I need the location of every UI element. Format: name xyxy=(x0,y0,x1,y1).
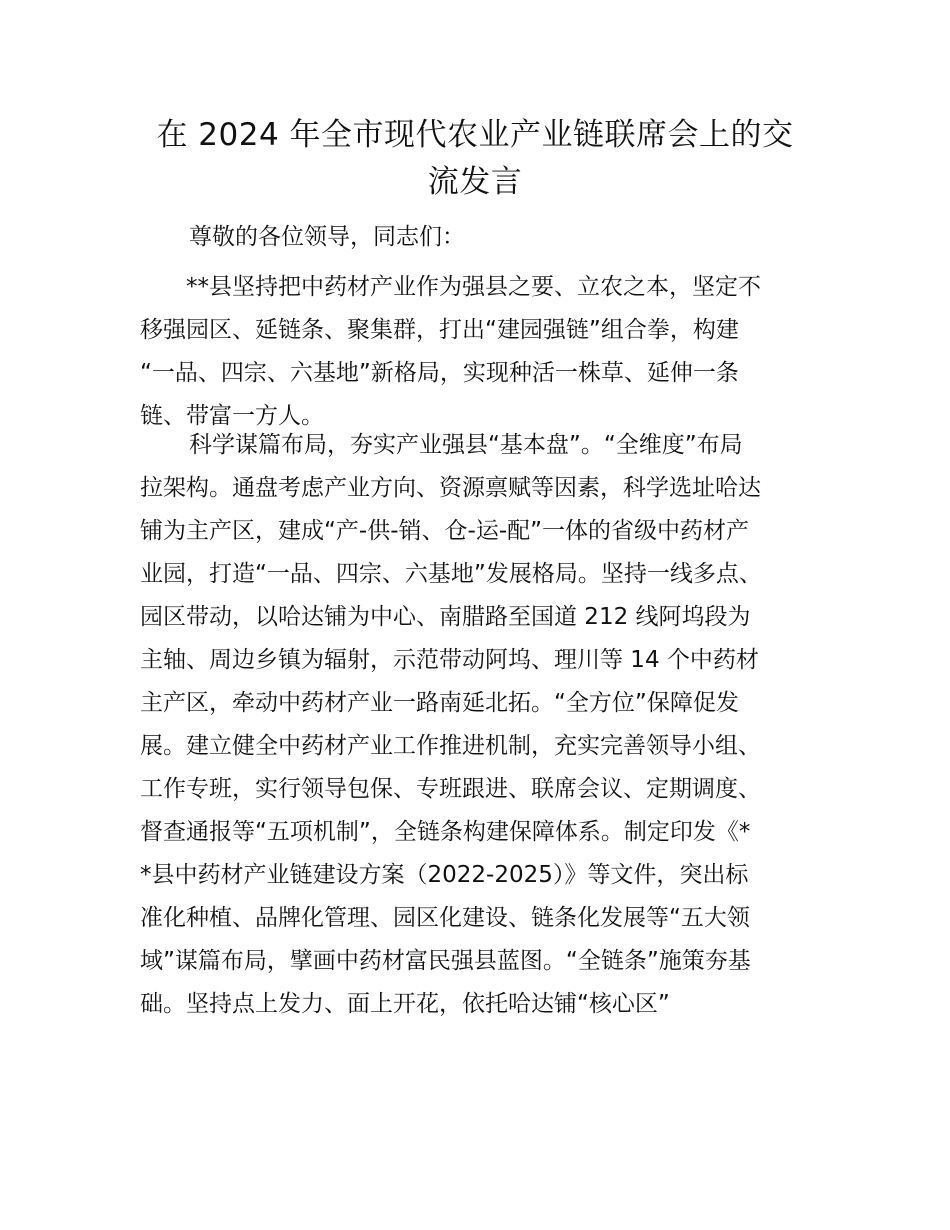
title-line-1: 在 2024 年全市现代农业产业链联席会上的交 xyxy=(156,117,794,153)
paragraph-2-line-8: 展。建立健全中药材产业工作推进机制，充实完善领导小组、 xyxy=(140,733,761,759)
paragraph-1-line-1: **县坚持把中药材产业作为强县之要、立农之本，坚定不 xyxy=(186,274,761,300)
paragraph-2-line-12: 准化种植、品牌化管理、园区化建设、链条化发展等“五大领 xyxy=(140,905,750,931)
paragraph-2 xyxy=(140,424,820,1026)
paragraph-2-line-9: 工作专班，实行领导包保、专班跟进、联席会议、定期调度、 xyxy=(140,776,761,802)
paragraph-1 xyxy=(140,266,820,438)
salutation: 尊敬的各位领导，同志们： xyxy=(189,224,465,250)
paragraph-2-line-14: 础。坚持点上发力、面上开花，依托哈达铺“核心区” xyxy=(140,991,670,1017)
paragraph-2-line-1: 科学谋篇布局，夯实产业强县“基本盘”。“全维度”布局 xyxy=(189,432,743,458)
paragraph-1-line-4: 链、带富一方人。 xyxy=(140,403,324,429)
paragraph-2-line-13: 域”谋篇布局，擘画中药材富民强县蓝图。“全链条”施策夯基 xyxy=(140,948,751,974)
paragraph-2-line-2: 拉架构。通盘考虑产业方向、资源禀赋等因素，科学选址哈达 xyxy=(140,475,761,501)
document-title xyxy=(140,112,810,206)
paragraph-2-line-6: 主轴、周边乡镇为辐射，示范带动阿坞、理川等 14 个中药材 xyxy=(140,647,759,673)
paragraph-2-line-10: 督查通报等“五项机制”，全链条构建保障体系。制定印发《* xyxy=(140,819,751,845)
paragraph-2-line-4: 业园，打造“一品、四宗、六基地”发展格局。坚持一线多点、 xyxy=(140,561,762,587)
paragraph-2-line-3: 铺为主产区，建成“产-供-销、仓-运-配”一体的省级中药材产 xyxy=(140,518,750,544)
paragraph-2-line-5: 园区带动，以哈达铺为中心、南腊路至国道 212 线阿坞段为 xyxy=(140,604,751,630)
title-line-2: 流发言 xyxy=(427,164,523,200)
paragraph-1-line-3: “一品、四宗、六基地”新格局，实现种活一株草、延伸一条 xyxy=(140,360,739,386)
paragraph-2-line-7: 主产区，牵动中药材产业一路南延北拓。“全方位”保障促发 xyxy=(140,690,739,716)
paragraph-1-line-2: 移强园区、延链条、聚集群，打出“建园强链”组合拳，构建 xyxy=(140,317,739,343)
paragraph-2-line-11: *县中药材产业链建设方案（2022-2025）》等文件，突出标 xyxy=(140,862,749,888)
